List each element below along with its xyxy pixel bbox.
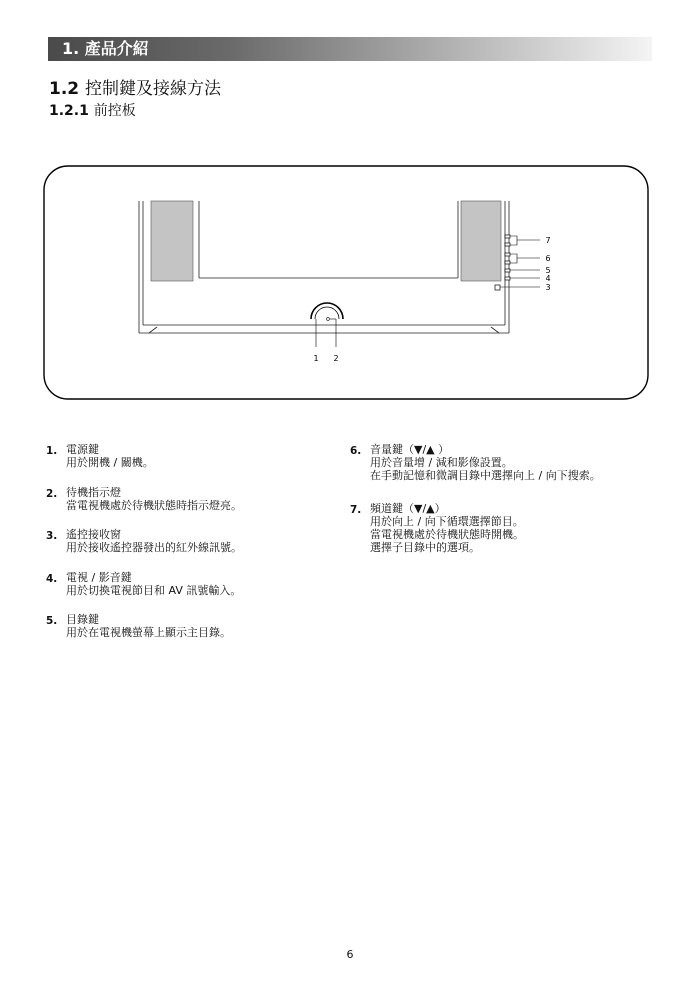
section-heading bbox=[49, 74, 221, 99]
chapter-title: 1. 產品介紹 bbox=[62, 39, 149, 58]
subsection-title: 前控板 bbox=[93, 103, 136, 119]
callout-4: 4 bbox=[545, 274, 551, 283]
front-panel-diagram bbox=[43, 165, 649, 400]
callout-7: 7 bbox=[545, 236, 551, 245]
subsection-number: 1.2.1 bbox=[49, 103, 89, 119]
callout-3: 3 bbox=[545, 283, 551, 292]
left-speaker-grille bbox=[151, 201, 193, 281]
section-number: 1.2 bbox=[49, 79, 80, 99]
callout-6: 6 bbox=[545, 254, 551, 263]
subsection-heading bbox=[49, 100, 136, 120]
right-speaker-grille bbox=[461, 201, 501, 281]
section-title: 控制鍵及接線方法 bbox=[85, 79, 222, 99]
front-panel-drawing bbox=[43, 165, 649, 400]
callout-2: 2 bbox=[333, 354, 339, 363]
callout-1: 1 bbox=[313, 354, 319, 363]
diagram-frame bbox=[44, 166, 648, 399]
callout-5: 5 bbox=[545, 266, 551, 275]
page-number: 6 bbox=[346, 948, 354, 961]
